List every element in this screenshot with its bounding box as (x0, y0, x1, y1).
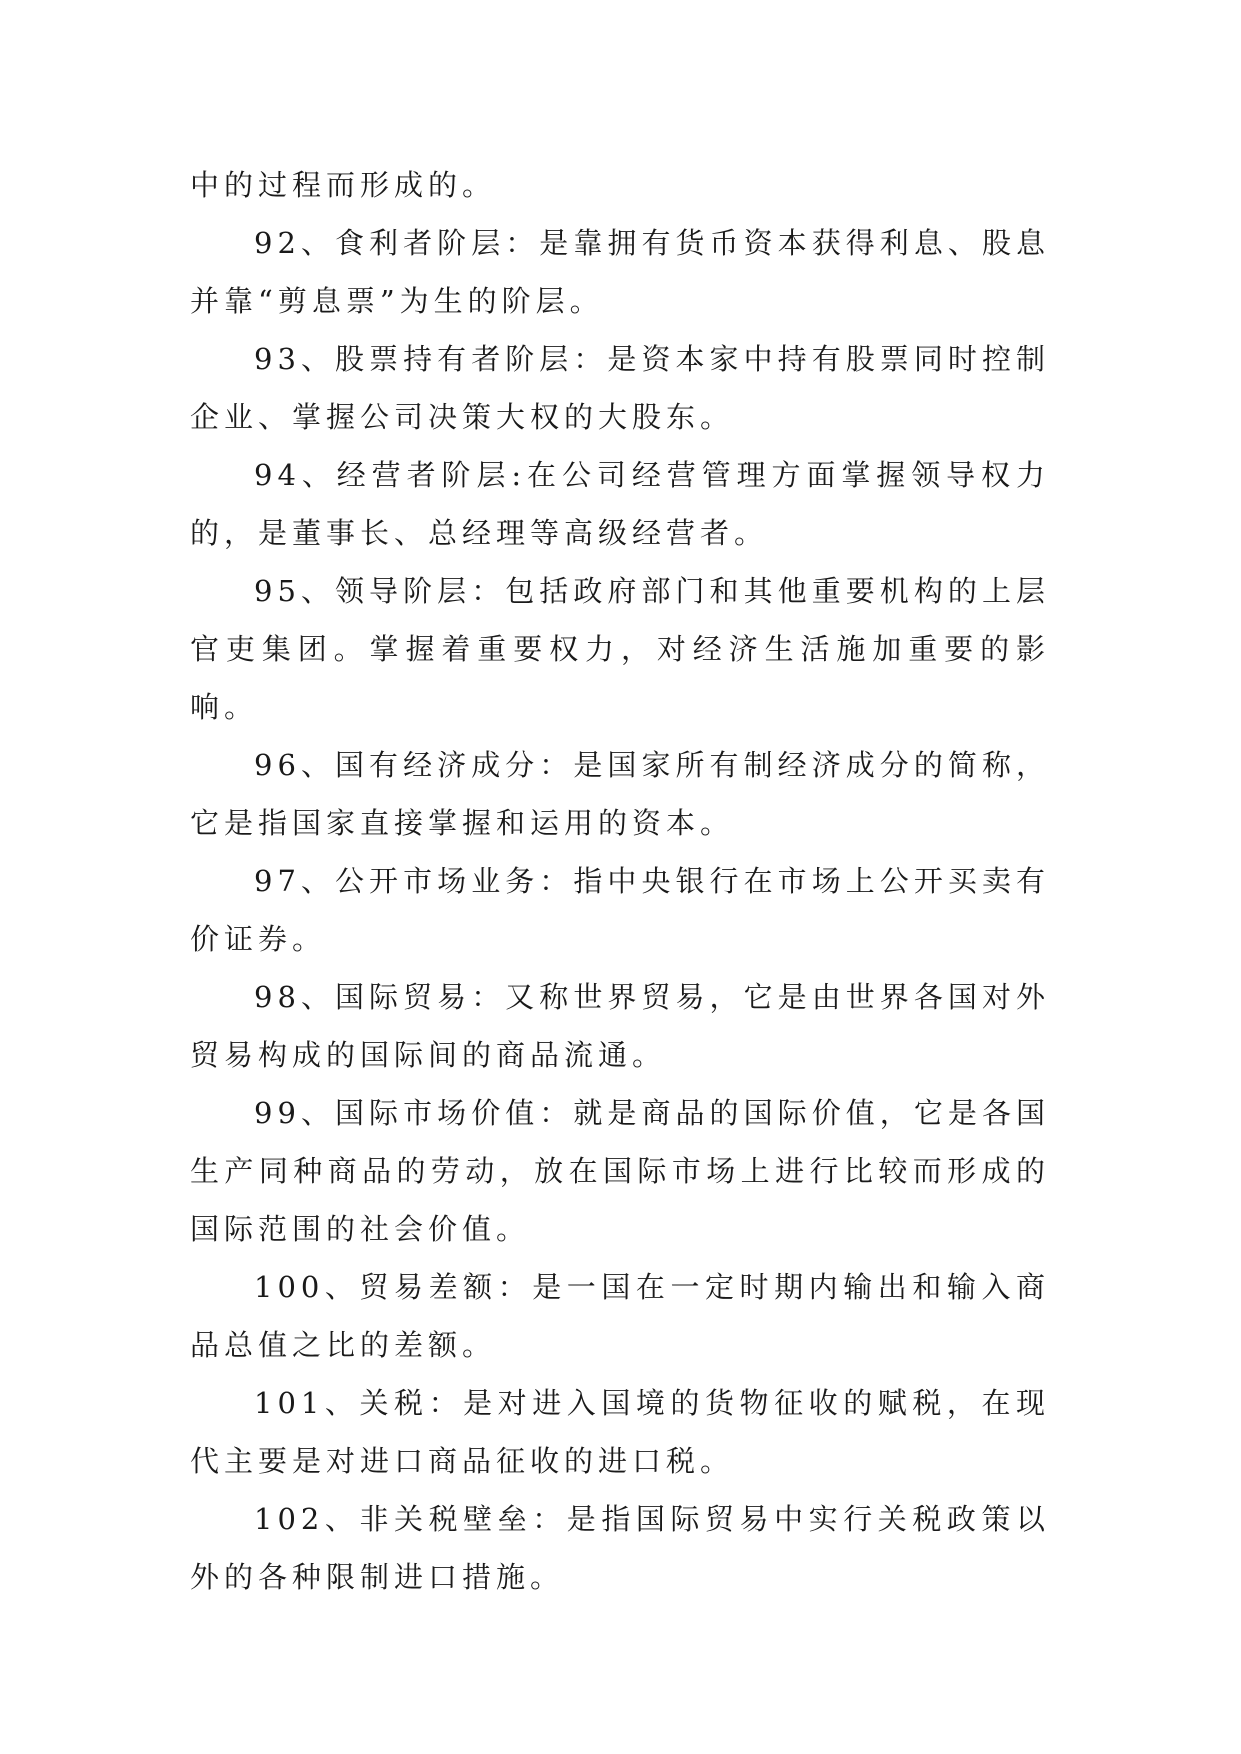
paragraph-92: 92、食利者阶层：是靠拥有货币资本获得利息、股息并靠“剪息票”为生的阶层。 (190, 226, 1050, 318)
paragraph-93: 93、股票持有者阶层：是资本家中持有股票同时控制企业、掌握公司决策大权的大股东。 (190, 342, 1050, 434)
paragraph-94: 94、经营者阶层:在公司经营管理方面掌握领导权力的，是董事长、总经理等高级经营者。 (190, 458, 1050, 550)
document-body (190, 156, 1050, 1606)
paragraph-continuation: 中的过程而形成的。 (190, 168, 497, 202)
paragraph-98: 98、国际贸易：又称世界贸易，它是由世界各国对外贸易构成的国际间的商品流通。 (190, 980, 1050, 1072)
paragraph-95: 95、领导阶层：包括政府部门和其他重要机构的上层官吏集团。掌握着重要权力，对经济生活施加重要的影响。 (190, 574, 1050, 724)
paragraph-100: 100、贸易差额：是一国在一定时期内输出和输入商品总值之比的差额。 (190, 1270, 1050, 1362)
paragraph-102: 102、非关税壁垒：是指国际贸易中实行关税政策以外的各种限制进口措施。 (190, 1502, 1050, 1594)
paragraph-96: 96、国有经济成分：是国家所有制经济成分的简称，它是指国家直接掌握和运用的资本。 (190, 748, 1050, 840)
paragraph-101: 101、关税：是对进入国境的货物征收的赋税，在现代主要是对进口商品征收的进口税。 (190, 1386, 1050, 1478)
paragraph-97: 97、公开市场业务：指中央银行在市场上公开买卖有价证券。 (190, 864, 1050, 956)
paragraph-99: 99、国际市场价值：就是商品的国际价值，它是各国生产同种商品的劳动，放在国际市场上进行比较而形成的国际范围的社会价值。 (190, 1096, 1050, 1246)
